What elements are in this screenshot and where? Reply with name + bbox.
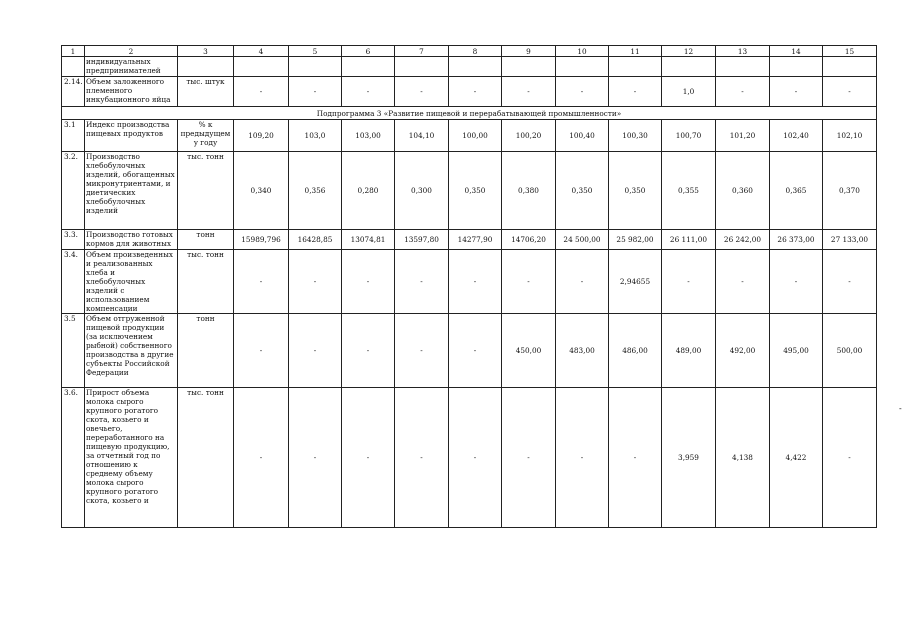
indicator-value: - <box>449 314 502 388</box>
indicator-value: 109,20 <box>234 120 289 152</box>
indicator-value: - <box>395 314 449 388</box>
table-row <box>62 314 877 388</box>
subprogram-row <box>62 107 877 120</box>
indicator-value: - <box>449 77 502 107</box>
indicator-unit: тонн <box>178 314 234 388</box>
indicator-name: Индекс производства пищевых продуктов <box>85 120 178 152</box>
indicator-value <box>823 57 877 77</box>
col-header: 13 <box>716 46 770 57</box>
col-header: 10 <box>556 46 609 57</box>
indicator-value: 13597,80 <box>395 230 449 250</box>
indicator-value <box>289 57 342 77</box>
col-header: 5 <box>289 46 342 57</box>
indicator-value: 0,350 <box>556 152 609 230</box>
indicator-value: - <box>395 250 449 314</box>
indicator-value: 100,00 <box>449 120 502 152</box>
indicator-value: 100,30 <box>609 120 662 152</box>
stray-dash-mark: - <box>899 404 902 413</box>
col-header: 8 <box>449 46 502 57</box>
indicator-unit: тыс. тонн <box>178 152 234 230</box>
indicator-value: - <box>823 388 877 528</box>
col-header: 2 <box>85 46 178 57</box>
indicator-value: 26 111,00 <box>662 230 716 250</box>
indicator-value: - <box>502 77 556 107</box>
indicator-value: 2,94655 <box>609 250 662 314</box>
indicator-value: 0,365 <box>770 152 823 230</box>
indicator-value: 483,00 <box>556 314 609 388</box>
indicator-value: 0,340 <box>234 152 289 230</box>
indicator-name: Производство готовых кормов для животных <box>85 230 178 250</box>
indicator-value: 27 133,00 <box>823 230 877 250</box>
indicator-value: 26 373,00 <box>770 230 823 250</box>
indicator-value: 492,00 <box>716 314 770 388</box>
indicator-value: - <box>395 77 449 107</box>
indicator-value <box>449 57 502 77</box>
indicator-value: - <box>234 388 289 528</box>
indicator-value: 4,138 <box>716 388 770 528</box>
indicator-value <box>234 57 289 77</box>
indicator-value: 0,356 <box>289 152 342 230</box>
indicator-value: 486,00 <box>609 314 662 388</box>
indicator-number: 3.1 <box>62 120 85 152</box>
indicator-value: 101,20 <box>716 120 770 152</box>
indicator-unit: % к предыдущем у году <box>178 120 234 152</box>
col-header: 9 <box>502 46 556 57</box>
indicator-value: 100,20 <box>502 120 556 152</box>
col-header: 6 <box>342 46 395 57</box>
indicator-value: 0,300 <box>395 152 449 230</box>
indicator-value: 0,355 <box>662 152 716 230</box>
indicator-value: 0,360 <box>716 152 770 230</box>
indicator-number: 2.14. <box>62 77 85 107</box>
indicator-value <box>342 57 395 77</box>
indicator-value: - <box>716 250 770 314</box>
indicator-number: 3.4. <box>62 250 85 314</box>
indicator-value: 100,70 <box>662 120 716 152</box>
indicator-value: - <box>556 77 609 107</box>
indicator-value: 14277,90 <box>449 230 502 250</box>
col-header: 1 <box>62 46 85 57</box>
col-header: 12 <box>662 46 716 57</box>
indicator-value: - <box>556 388 609 528</box>
table-row <box>62 77 877 107</box>
col-header: 15 <box>823 46 877 57</box>
indicator-value <box>662 57 716 77</box>
table-row <box>62 250 877 314</box>
indicator-value: - <box>289 250 342 314</box>
indicator-number: 3.6. <box>62 388 85 528</box>
indicator-value: - <box>502 388 556 528</box>
indicator-value: - <box>823 250 877 314</box>
indicator-value: - <box>395 388 449 528</box>
table-row <box>62 57 877 77</box>
col-header: 14 <box>770 46 823 57</box>
indicator-value <box>770 57 823 77</box>
indicator-name: Прирост объема молока сырого крупного рогатого скота, козьего и овечьего, переработанного на пищевую продукцию, за отчетный год по отношению к среднему объему молока сырого крупного рогатого скота, козьего и <box>85 388 178 528</box>
indicator-value: - <box>556 250 609 314</box>
table-row <box>62 120 877 152</box>
indicator-value: 14706,20 <box>502 230 556 250</box>
indicator-value: - <box>770 250 823 314</box>
indicator-value: 102,10 <box>823 120 877 152</box>
indicator-value: 25 982,00 <box>609 230 662 250</box>
subprogram-title: Подпрограмма 3 «Развитие пищевой и перерабатывающей промышленности» <box>62 107 877 120</box>
indicator-value: 1,0 <box>662 77 716 107</box>
indicator-unit: тыс. штук <box>178 77 234 107</box>
indicator-unit: тыс. тонн <box>178 388 234 528</box>
indicator-value: - <box>770 77 823 107</box>
indicator-value: 100,40 <box>556 120 609 152</box>
table-row <box>62 152 877 230</box>
program-indicators-table <box>61 45 877 528</box>
col-header: 3 <box>178 46 234 57</box>
indicator-value: 3,959 <box>662 388 716 528</box>
indicator-value: 102,40 <box>770 120 823 152</box>
indicator-value: 4,422 <box>770 388 823 528</box>
indicator-value: 489,00 <box>662 314 716 388</box>
indicator-value: - <box>449 388 502 528</box>
indicator-value: 0,380 <box>502 152 556 230</box>
indicator-value: - <box>234 77 289 107</box>
indicator-unit: тонн <box>178 230 234 250</box>
indicator-value: - <box>342 250 395 314</box>
indicator-value: - <box>289 77 342 107</box>
indicator-value <box>395 57 449 77</box>
indicator-name: Производство хлебобулочных изделий, обогащенных микронутриентами, и диетических хлебобулочных изделий <box>85 152 178 230</box>
indicator-value: - <box>289 388 342 528</box>
table-row <box>62 388 877 528</box>
indicator-name: Объем отгруженной пищевой продукции (за исключением рыбной) собственного производства в другие субъекты Российской Федерации <box>85 314 178 388</box>
indicator-value <box>609 57 662 77</box>
indicator-name: Объем заложенного племенного инкубационного яйца <box>85 77 178 107</box>
indicator-value <box>502 57 556 77</box>
col-header: 4 <box>234 46 289 57</box>
indicator-value: 0,350 <box>609 152 662 230</box>
indicator-value: - <box>662 250 716 314</box>
indicator-value: - <box>342 314 395 388</box>
indicator-number: 3.2. <box>62 152 85 230</box>
indicator-value: - <box>609 388 662 528</box>
indicator-value: - <box>342 77 395 107</box>
indicator-number: 3.3. <box>62 230 85 250</box>
indicator-name: индивидуальных предпринимателей <box>85 57 178 77</box>
indicator-value: 103,0 <box>289 120 342 152</box>
indicator-value: 103,00 <box>342 120 395 152</box>
indicator-value: - <box>823 77 877 107</box>
col-header: 11 <box>609 46 662 57</box>
indicator-value: - <box>449 250 502 314</box>
indicator-value <box>716 57 770 77</box>
col-header: 7 <box>395 46 449 57</box>
indicator-value: 0,370 <box>823 152 877 230</box>
indicator-value: 16428,85 <box>289 230 342 250</box>
indicator-value: 26 242,00 <box>716 230 770 250</box>
indicator-value <box>556 57 609 77</box>
column-number-row <box>62 46 877 57</box>
indicator-value: 24 500,00 <box>556 230 609 250</box>
indicator-unit: тыс. тонн <box>178 250 234 314</box>
indicator-value: - <box>234 250 289 314</box>
indicator-value: - <box>342 388 395 528</box>
indicator-value: 15989,796 <box>234 230 289 250</box>
indicator-value: 0,350 <box>449 152 502 230</box>
indicator-value: 450,00 <box>502 314 556 388</box>
indicator-value: 495,00 <box>770 314 823 388</box>
indicator-value: - <box>234 314 289 388</box>
indicator-unit <box>178 57 234 77</box>
table-row <box>62 230 877 250</box>
indicator-name: Объем произведенных и реализованных хлеба и хлебобулочных изделий с использованием компенсации <box>85 250 178 314</box>
indicator-number <box>62 57 85 77</box>
indicator-value: - <box>716 77 770 107</box>
indicator-value: - <box>289 314 342 388</box>
indicator-value: - <box>609 77 662 107</box>
indicator-value: 500,00 <box>823 314 877 388</box>
indicator-value: 0,280 <box>342 152 395 230</box>
indicator-value: - <box>502 250 556 314</box>
indicator-value: 104,10 <box>395 120 449 152</box>
indicator-value: 13074,81 <box>342 230 395 250</box>
indicator-number: 3.5 <box>62 314 85 388</box>
